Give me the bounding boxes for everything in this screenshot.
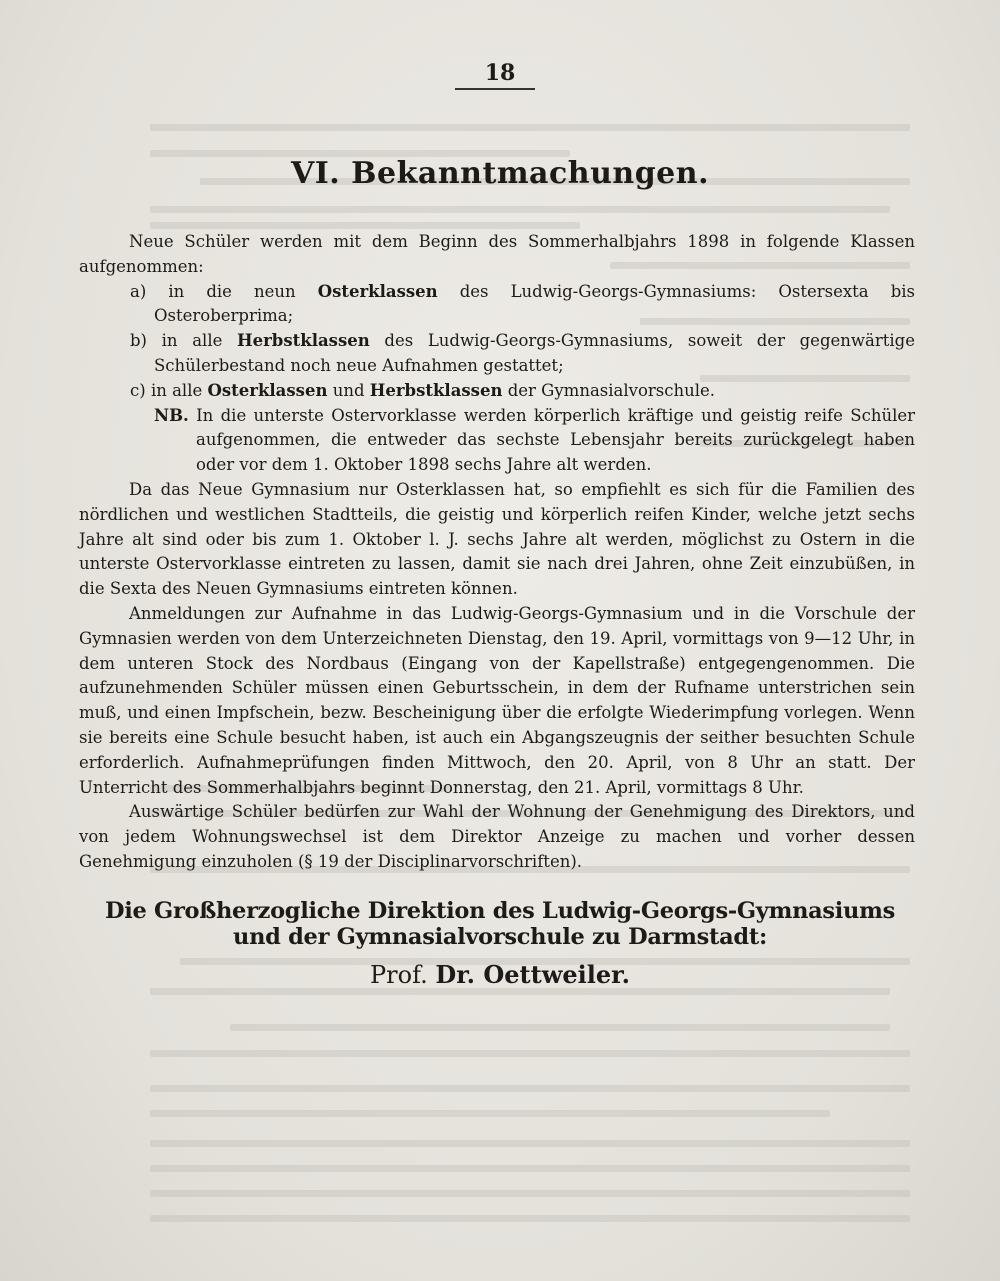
item-text-pre: in alle <box>161 331 238 351</box>
item-text-post: der Gymnasialvorschule. <box>502 380 716 400</box>
paragraph-eastern-classes: Da das Neue Gymnasium nur Osterklassen hat, so empfiehlt es sich für die Familien des nördlichen und westlichen Stadtteils, die geistig und körperlich reifen Kinder, welche jetzt sechs Jahre alt sind oder bis zum 1. Oktober l. J. sechs Jahre alt werden, möglichst zu Ostern in die unterste Ostervorklasse eintreten zu lassen, damit sie nach drei Jahren, ohne Zeit einzubüßen, in die Sexta des Neuen Gymnasiums eintreten können. <box>79 479 915 599</box>
intro-paragraph: Neue Schüler werden mit dem Beginn des Sommerhalbjahrs 1898 in folgende Klassen aufgenommen: <box>79 232 915 276</box>
item-text-pre: in alle <box>150 380 208 400</box>
signature-title: Prof. <box>370 961 428 989</box>
item-marker: b) <box>130 331 147 351</box>
signature-name: Dr. Oettweiler. <box>435 960 630 989</box>
announcement-body <box>79 230 915 875</box>
page-number: 18 <box>484 60 516 86</box>
paragraph-registration: Anmeldungen zur Aufnahme in das Ludwig-Georgs-Gymnasium und in die Vorschule der Gymnasien werden von dem Unterzeichneten Dienstag, den 19. April, vormittags von 9—12 Uhr, in dem unteren Stock des Nordbaus (Eingang von der Kapellstraße) entgegengenommen. Die aufzunehmenden Schüler müssen einen Geburtsschein, in dem der Rufname unterstrichen sein muß, und einen Impfschein, bezw. Bescheinigung über die erfolgte Wiederimpfung vorlegen. Wenn sie bereits eine Schule besucht haben, ist auch ein Abgangszeugnis der seither besuchten Schule erforderlich. Aufnahmeprüfungen finden Mittwoch, den 20. April, von 8 Uhr an statt. Der Unterricht des Sommerhalbjahrs beginnt Donnerstag, den 21. April, vormittags 8 Uhr. <box>79 603 915 797</box>
item-emphasis: Osterklassen <box>207 380 328 400</box>
item-marker: a) <box>130 281 147 301</box>
nota-bene <box>79 404 915 478</box>
page-number-rule <box>455 88 535 90</box>
section-heading: VI. Bekanntmachungen. <box>290 156 710 191</box>
signature <box>0 960 1000 989</box>
item-emphasis: Osterklassen <box>317 281 438 301</box>
item-text-mid: und <box>327 380 370 400</box>
item-text-post: des Ludwig-Georgs-Gymnasiums, soweit der gegenwärtige Schülerbestand noch neue Aufnahmen gestattet; <box>154 331 915 375</box>
nb-text: In die unterste Ostervorklasse werden körperlich kräftige und geistig reife Schüler aufgenommen, die entweder das sechste Lebensjahr bereits zurückgelegt haben oder vor dem 1. Oktober 1898 sechs Jahre alt werden. <box>196 405 915 475</box>
item-marker: c) <box>130 380 146 400</box>
list-item <box>79 280 915 330</box>
paragraph-boarding-students: Auswärtige Schüler bedürfen zur Wahl der Wohnung der Genehmigung des Direktors, und von jedem Wohnungswechsel ist dem Direktor Anzeige zu machen und vorher dessen Genehmigung einzuholen (§ 19 der Disciplinarvorschriften). <box>79 802 915 871</box>
list-item <box>79 379 915 404</box>
item-emphasis-2: Herbstklassen <box>369 380 503 400</box>
nb-label: NB. <box>154 405 189 425</box>
item-text-post: des Ludwig-Georgs-Gymnasiums: Ostersexta bis Osteroberprima; <box>154 281 916 326</box>
item-emphasis: Herbstklassen <box>237 331 370 351</box>
sign-off-line: Die Großherzogliche Direktion des Ludwig-Georgs-Gymnasiums und der Gymnasialvorschule zu Darmstadt: <box>105 898 895 950</box>
list-item <box>79 329 915 379</box>
item-text-pre: in die neun <box>168 281 318 301</box>
